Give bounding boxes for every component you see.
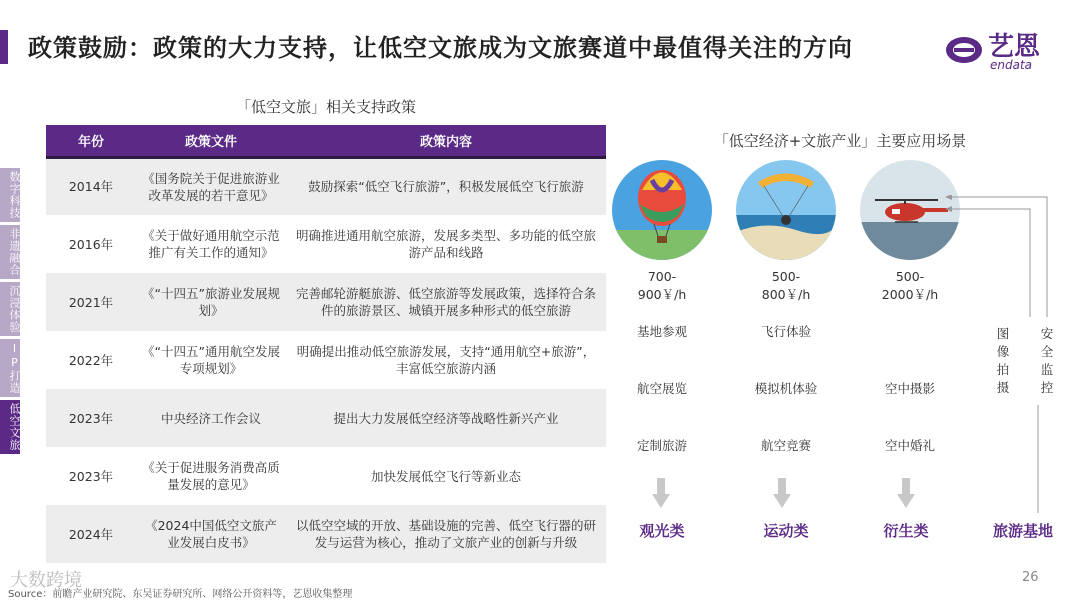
side-tab-low-altitude[interactable]: 低空文旅	[0, 400, 20, 454]
price-line-2: 900￥/h	[637, 287, 687, 302]
price-line-1: 700-	[647, 269, 677, 284]
hot-air-balloon-image	[612, 160, 712, 260]
watermark: 大数跨境	[10, 570, 82, 591]
source-note: Source：前瞻产业研究院、东吴证券研究所、网络公开资料等，艺恩收集整理	[8, 589, 353, 600]
vertical-item-image-capture: 图像拍摄	[996, 326, 1010, 395]
cell-content: 完善邮轮游艇旅游、低空旅游等发展政策，选择符合条件的旅游景区、城镇开展多种形式的低空旅游	[286, 273, 606, 331]
page-number: 26	[1022, 570, 1039, 585]
scenario-column-sightseeing	[607, 268, 717, 493]
category-derivative: 衍生类	[883, 522, 929, 540]
page-title: 政策鼓励：政策的大力支持，让低空文旅成为文旅赛道中最值得关注的方向	[28, 34, 853, 62]
category-sport: 运动类	[763, 522, 809, 540]
cell-doc: 《关于促进服务消费高质量发展的意见》	[136, 447, 286, 505]
scenario-item: 空中婚礼	[884, 438, 935, 453]
category-sightseeing: 观光类	[639, 522, 685, 540]
policy-table	[46, 125, 606, 563]
cell-doc: 《国务院关于促进旅游业改革发展的若干意见》	[136, 157, 286, 215]
paragliding-image	[736, 160, 836, 260]
logo-text-en: endata	[990, 58, 1033, 72]
vertical-item-safety-monitoring: 安全监控	[1040, 326, 1054, 395]
cell-content: 提出大力发展低空经济等战略性新兴产业	[286, 389, 606, 447]
cell-content: 明确提出推动低空旅游发展，支持“通用航空+旅游”，丰富低空旅游内涵	[286, 331, 606, 389]
cell-doc: 中央经济工作会议	[136, 389, 286, 447]
cell-content: 明确推进通用航空旅游，发展多类型、多功能的低空旅游产品和线路	[286, 215, 606, 273]
down-arrow-icon	[897, 478, 915, 508]
table-row	[46, 447, 606, 505]
cell-content: 以低空空域的开放、基础设施的完善、低空飞行器的研发与运营为核心，推动了文旅产业的创新与升级	[286, 505, 606, 563]
down-arrow-icon	[773, 478, 791, 508]
scenario-item: 航空展览	[636, 381, 687, 396]
down-arrow-icon	[652, 478, 670, 508]
cell-year: 2014年	[46, 157, 136, 215]
scenario-item: 空中摄影	[884, 381, 935, 396]
scenario-items	[607, 322, 717, 493]
side-navigation	[0, 168, 20, 457]
cell-doc: 《“十四五”旅游业发展规划》	[136, 273, 286, 331]
scenario-item: 飞行体验	[760, 324, 811, 339]
scenario-item: 基地参观	[636, 324, 687, 339]
table-header-row	[46, 125, 606, 157]
table-row	[46, 215, 606, 273]
cell-year: 2016年	[46, 215, 136, 273]
policy-table-caption: 「低空文旅」相关支持政策	[235, 98, 416, 116]
side-tab-heritage[interactable]: 非遗融合	[0, 225, 20, 279]
table-row	[46, 331, 606, 389]
header-year: 年份	[46, 125, 136, 157]
cell-doc: 《关于做好通用航空示范推广有关工作的通知》	[136, 215, 286, 273]
scenario-item: 航空竞赛	[760, 438, 811, 453]
cell-year: 2022年	[46, 331, 136, 389]
scenario-item: 模拟机体验	[754, 381, 818, 396]
side-tab-ip[interactable]: IP打造	[0, 339, 20, 397]
cell-year: 2024年	[46, 505, 136, 563]
price-line-2: 2000￥/h	[881, 287, 939, 302]
table-row	[46, 273, 606, 331]
category-tourism-base: 旅游基地	[992, 522, 1053, 540]
side-tab-immersive[interactable]: 沉浸体验	[0, 282, 20, 336]
endata-logo-icon	[944, 28, 984, 68]
table-row	[46, 505, 606, 563]
scenario-caption: 「低空经济+文旅产业」主要应用场景	[713, 132, 967, 150]
table-row	[46, 389, 606, 447]
table-row	[46, 157, 606, 215]
price-line-2: 800￥/h	[761, 287, 811, 302]
side-tab-digital-tech[interactable]: 数字科技	[0, 168, 20, 222]
scenario-column-sport	[731, 268, 841, 493]
connector-lines	[920, 195, 1060, 525]
title-accent-bar	[0, 30, 8, 64]
cell-content: 鼓励探索“低空飞行旅游”，积极发展低空飞行旅游	[286, 157, 606, 215]
scenario-items	[731, 322, 841, 493]
brand-logo	[944, 22, 1054, 78]
price-line-1: 500-	[895, 269, 925, 284]
cell-year: 2021年	[46, 273, 136, 331]
logo-text-cn: 艺恩	[988, 32, 1041, 62]
cell-year: 2023年	[46, 447, 136, 505]
price-line-1: 500-	[771, 269, 801, 284]
cell-year: 2023年	[46, 389, 136, 447]
header-content: 政策内容	[286, 125, 606, 157]
cell-content: 加快发展低空飞行等新业态	[286, 447, 606, 505]
cell-doc: 《2024中国低空文旅产业发展白皮书》	[136, 505, 286, 563]
header-doc: 政策文件	[136, 125, 286, 157]
cell-doc: 《“十四五”通用航空发展专项规划》	[136, 331, 286, 389]
scenario-item: 定制旅游	[636, 438, 687, 453]
